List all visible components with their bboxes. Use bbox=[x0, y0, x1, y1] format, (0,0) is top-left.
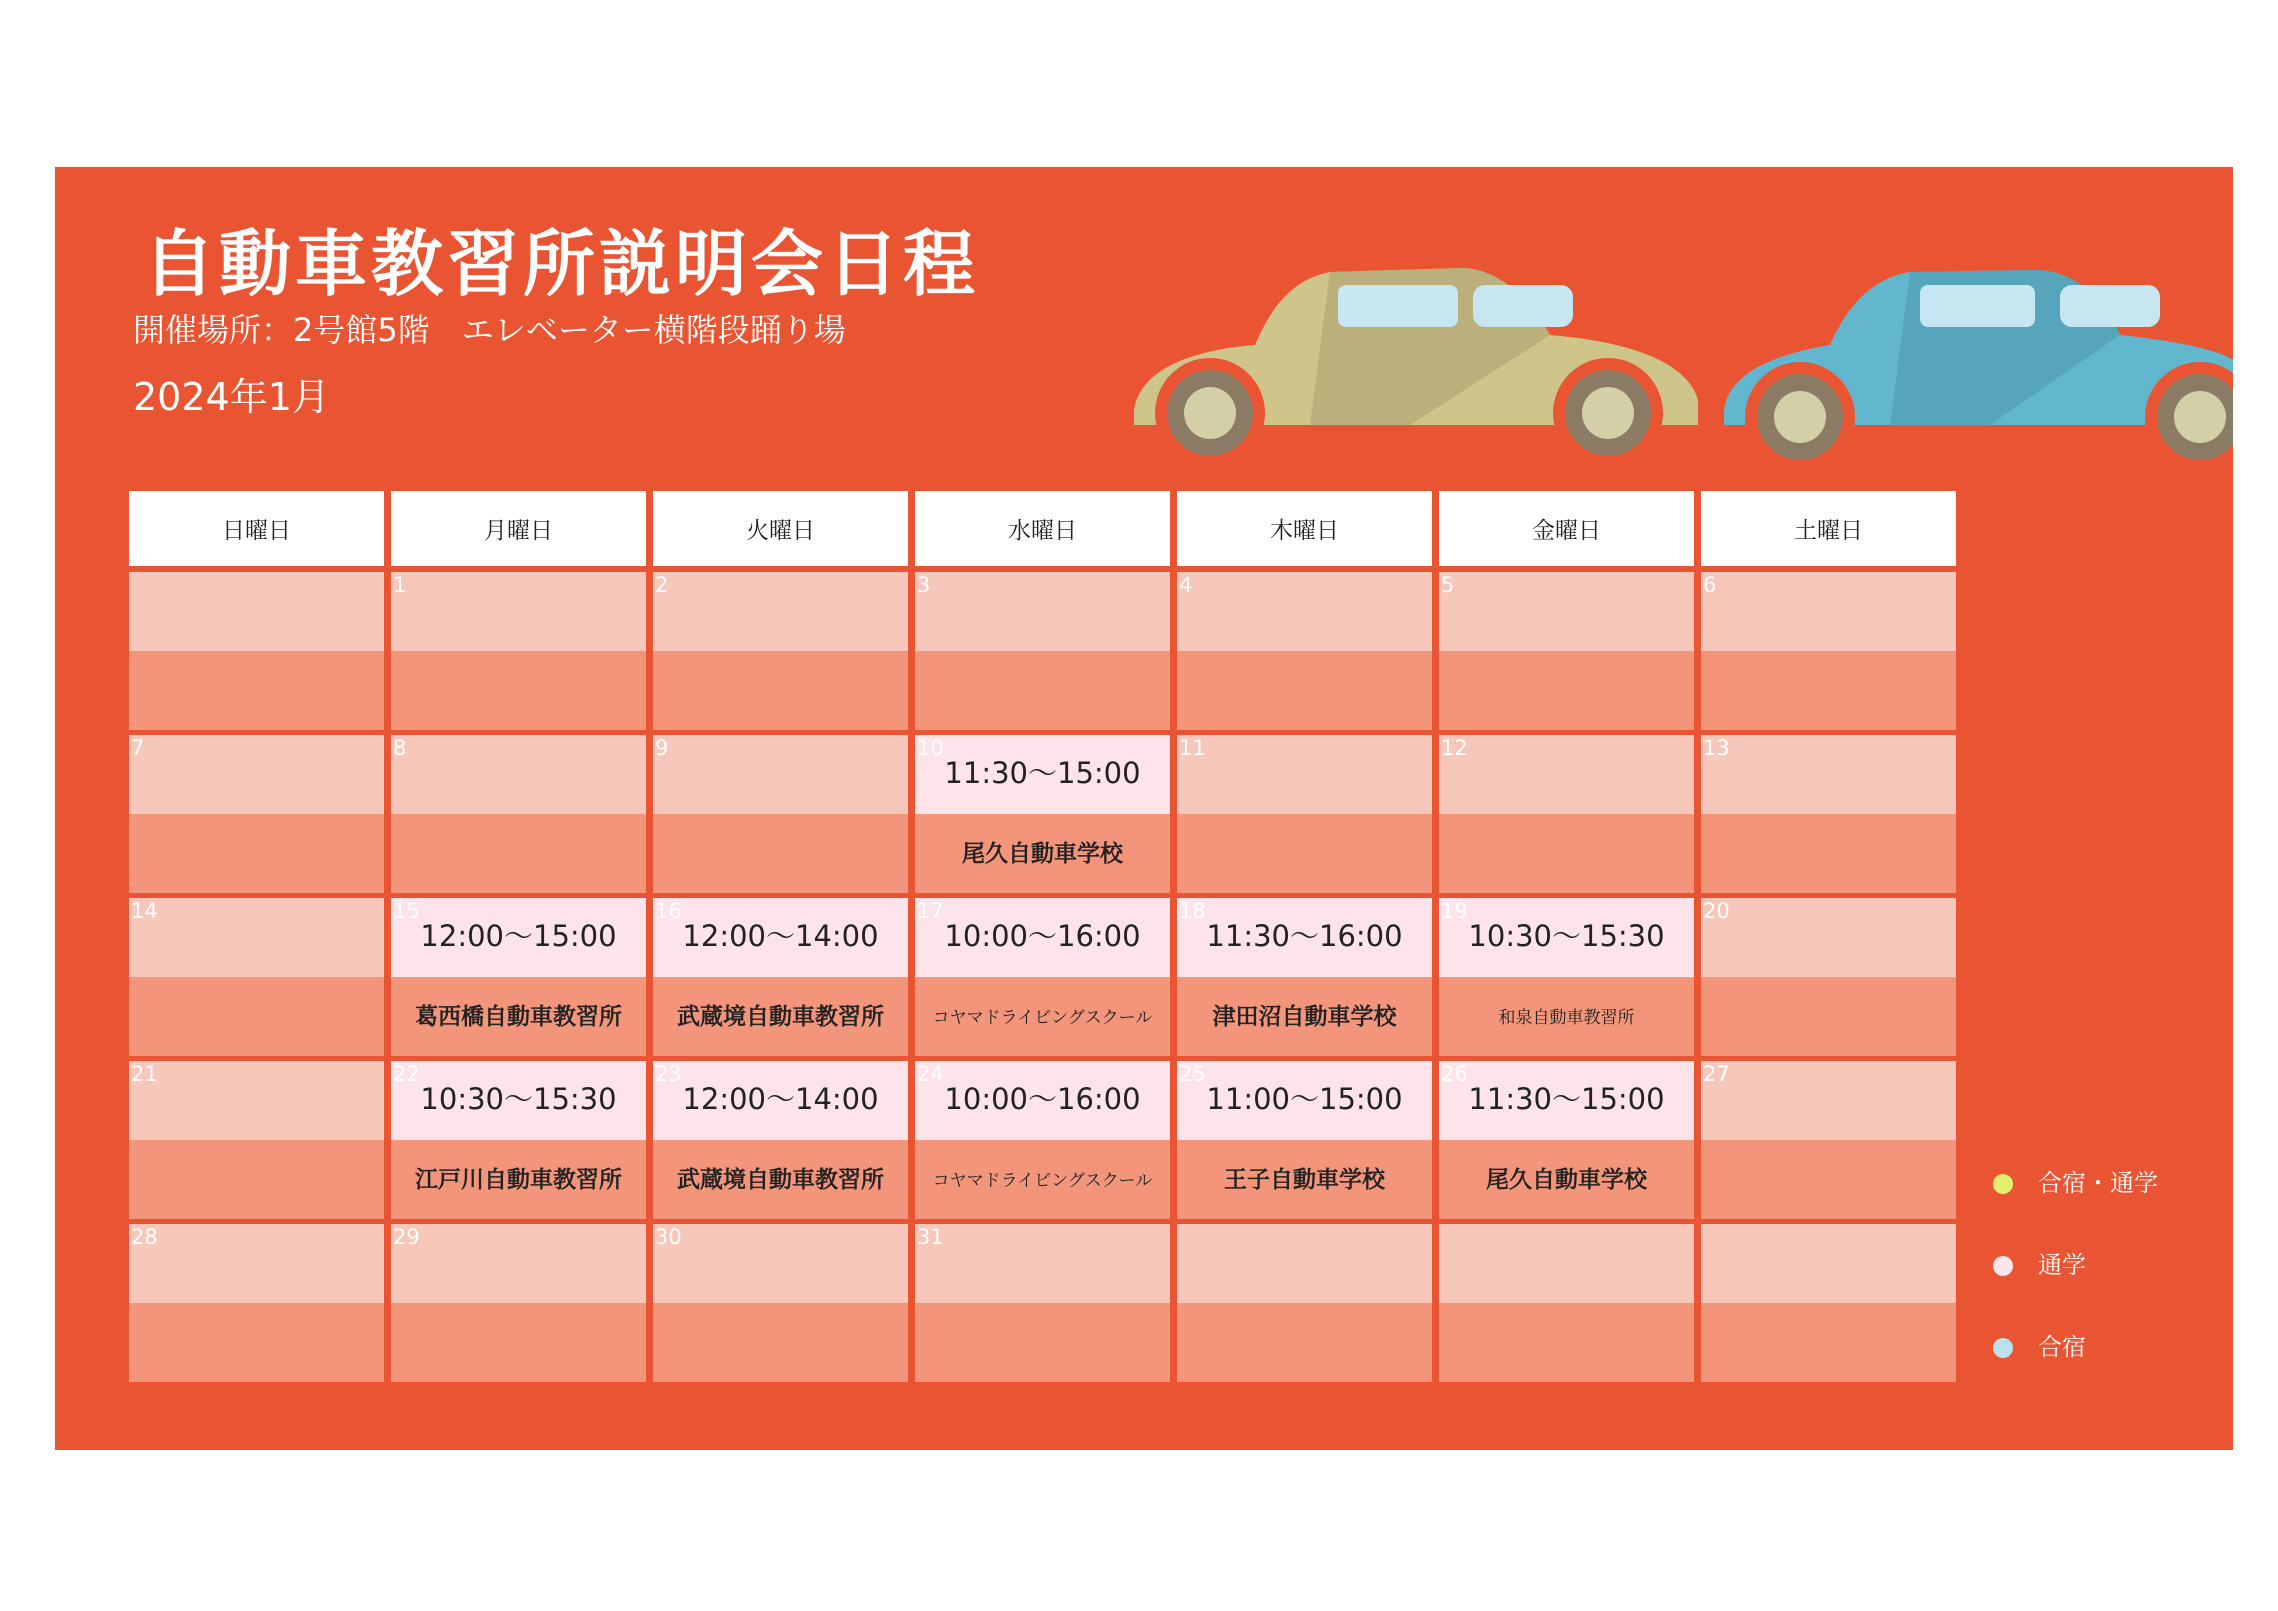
cell-bottom bbox=[1439, 814, 1694, 893]
day-number: 8 bbox=[393, 736, 407, 760]
event-time: 12:00〜14:00 bbox=[682, 1082, 879, 1116]
cell-top bbox=[1177, 735, 1432, 814]
calendar-day-cell[interactable] bbox=[1177, 735, 1432, 893]
school-name: コヤマドライビングスクール bbox=[932, 1171, 1153, 1191]
school-name: 和泉自動車教習所 bbox=[1498, 1008, 1635, 1028]
event-time: 10:30〜15:30 bbox=[1468, 919, 1665, 953]
calendar-day-cell[interactable] bbox=[915, 1224, 1170, 1382]
day-number: 9 bbox=[655, 736, 669, 760]
cell-bottom bbox=[1701, 1140, 1956, 1219]
weekday-header: 水曜日 bbox=[915, 491, 1170, 566]
day-number: 12 bbox=[1441, 736, 1468, 760]
legend-dot-icon bbox=[1993, 1338, 2013, 1358]
school-name: 武蔵境自動車教習所 bbox=[677, 1004, 884, 1030]
day-number: 15 bbox=[393, 899, 420, 923]
cell-bottom bbox=[1177, 651, 1432, 730]
day-number: 30 bbox=[655, 1225, 682, 1249]
calendar-day-cell[interactable] bbox=[653, 572, 908, 730]
weekday-header: 木曜日 bbox=[1177, 491, 1432, 566]
cell-top bbox=[129, 898, 384, 977]
cell-bottom bbox=[391, 651, 646, 730]
day-number: 18 bbox=[1179, 899, 1206, 923]
calendar-day-cell[interactable] bbox=[1701, 1061, 1956, 1219]
event-time: 11:30〜15:00 bbox=[944, 756, 1141, 790]
cell-top bbox=[391, 735, 646, 814]
day-number: 5 bbox=[1441, 573, 1455, 597]
day-number: 13 bbox=[1703, 736, 1730, 760]
school-name: コヤマドライビングスクール bbox=[932, 1008, 1153, 1028]
calendar-day-cell[interactable] bbox=[1177, 1224, 1432, 1382]
cell-bottom bbox=[1701, 814, 1956, 893]
day-number: 22 bbox=[393, 1062, 420, 1086]
month-label: 2024年1月 bbox=[133, 375, 330, 419]
cell-bottom bbox=[915, 1303, 1170, 1382]
calendar-day-cell[interactable] bbox=[129, 898, 384, 1056]
cell-bottom bbox=[1439, 1303, 1694, 1382]
day-number: 16 bbox=[655, 899, 682, 923]
legend-dot-icon bbox=[1993, 1256, 2013, 1276]
weekday-header: 土曜日 bbox=[1701, 491, 1956, 566]
day-number: 4 bbox=[1179, 573, 1193, 597]
calendar-day-cell[interactable] bbox=[1177, 1061, 1432, 1219]
cell-bottom bbox=[1701, 1303, 1956, 1382]
school-name: 尾久自動車学校 bbox=[962, 841, 1123, 867]
school-name: 津田沼自動車学校 bbox=[1212, 1004, 1397, 1030]
weekday-header: 金曜日 bbox=[1439, 491, 1694, 566]
day-number: 29 bbox=[393, 1225, 420, 1249]
calendar-day-cell[interactable] bbox=[1701, 1224, 1956, 1382]
calendar-day-cell[interactable] bbox=[1177, 572, 1432, 730]
calendar-day-cell[interactable] bbox=[653, 898, 908, 1056]
calendar-day-cell[interactable] bbox=[653, 1224, 908, 1382]
cell-top bbox=[129, 1224, 384, 1303]
legend-label: 合宿・通学 bbox=[2038, 1169, 2158, 1197]
day-number: 21 bbox=[131, 1062, 158, 1086]
cell-top bbox=[915, 1224, 1170, 1303]
school-name: 武蔵境自動車教習所 bbox=[677, 1167, 884, 1193]
day-number: 27 bbox=[1703, 1062, 1730, 1086]
calendar-day-cell[interactable] bbox=[1439, 1224, 1694, 1382]
day-number: 20 bbox=[1703, 899, 1730, 923]
page-title: 自動車教習所説明会日程 bbox=[143, 222, 980, 306]
cell-top bbox=[653, 735, 908, 814]
cell-bottom bbox=[129, 1140, 384, 1219]
cell-bottom bbox=[653, 651, 908, 730]
calendar-day-cell[interactable] bbox=[915, 572, 1170, 730]
school-name: 葛西橋自動車教習所 bbox=[415, 1004, 622, 1030]
cell-top bbox=[1439, 1224, 1694, 1303]
legend-label: 通学 bbox=[2038, 1251, 2086, 1279]
calendar-day-cell[interactable] bbox=[391, 1061, 646, 1219]
cell-top bbox=[1701, 572, 1956, 651]
weekday-header: 月曜日 bbox=[391, 491, 646, 566]
cell-top bbox=[391, 572, 646, 651]
cell-top bbox=[1701, 1061, 1956, 1140]
day-number: 31 bbox=[917, 1225, 944, 1249]
cell-top bbox=[653, 1224, 908, 1303]
cell-top bbox=[391, 1224, 646, 1303]
blue-car-icon bbox=[1724, 270, 2233, 472]
day-number: 23 bbox=[655, 1062, 682, 1086]
legend-dot-icon bbox=[1993, 1174, 2013, 1194]
legend-label: 合宿 bbox=[2038, 1333, 2086, 1361]
cell-bottom bbox=[915, 651, 1170, 730]
cell-bottom bbox=[653, 814, 908, 893]
calendar-day-cell[interactable] bbox=[129, 572, 384, 730]
calendar-day-cell[interactable] bbox=[1439, 572, 1694, 730]
calendar-day-cell[interactable] bbox=[1177, 898, 1432, 1056]
calendar-day-cell[interactable] bbox=[1439, 1061, 1694, 1219]
cell-top bbox=[129, 735, 384, 814]
event-time: 12:00〜14:00 bbox=[682, 919, 879, 953]
cell-bottom bbox=[653, 1303, 908, 1382]
cell-bottom bbox=[1177, 814, 1432, 893]
cell-top bbox=[1701, 735, 1956, 814]
calendar-day-cell[interactable] bbox=[653, 1061, 908, 1219]
day-number: 7 bbox=[131, 736, 145, 760]
cell-bottom bbox=[129, 1303, 384, 1382]
cell-bottom bbox=[1439, 651, 1694, 730]
calendar-day-cell[interactable] bbox=[391, 735, 646, 893]
day-number: 11 bbox=[1179, 736, 1206, 760]
day-number: 1 bbox=[393, 573, 407, 597]
event-time: 11:30〜15:00 bbox=[1468, 1082, 1665, 1116]
cell-bottom bbox=[1701, 977, 1956, 1056]
calendar-day-cell[interactable] bbox=[391, 898, 646, 1056]
calendar-day-cell[interactable] bbox=[1439, 898, 1694, 1056]
venue-text: 開催場所：2号館5階 エレベーター横階段踊り場 bbox=[133, 311, 846, 349]
cell-bottom bbox=[129, 651, 384, 730]
weekday-header: 火曜日 bbox=[653, 491, 908, 566]
cell-bottom bbox=[1177, 1303, 1432, 1382]
day-number: 25 bbox=[1179, 1062, 1206, 1086]
calendar-day-cell[interactable] bbox=[1439, 735, 1694, 893]
cell-top bbox=[129, 1061, 384, 1140]
calendar-day-cell[interactable] bbox=[653, 735, 908, 893]
day-number: 17 bbox=[917, 899, 944, 923]
day-number: 26 bbox=[1441, 1062, 1468, 1086]
beige-car-icon bbox=[1134, 268, 1698, 468]
cell-top bbox=[1439, 572, 1694, 651]
cell-top bbox=[1177, 1224, 1432, 1303]
event-time: 10:30〜15:30 bbox=[420, 1082, 617, 1116]
calendar-day-cell[interactable] bbox=[129, 1224, 384, 1382]
event-time: 11:30〜16:00 bbox=[1206, 919, 1403, 953]
calendar-day-cell[interactable] bbox=[915, 1061, 1170, 1219]
calendar-day-cell[interactable] bbox=[1701, 572, 1956, 730]
cell-top bbox=[1177, 572, 1432, 651]
cell-top bbox=[915, 572, 1170, 651]
day-number: 24 bbox=[917, 1062, 944, 1086]
event-time: 12:00〜15:00 bbox=[420, 919, 617, 953]
cell-top bbox=[1439, 735, 1694, 814]
weekday-header: 日曜日 bbox=[129, 491, 384, 566]
calendar-day-cell[interactable] bbox=[1701, 898, 1956, 1056]
calendar-day-cell[interactable] bbox=[129, 735, 384, 893]
event-time: 11:00〜15:00 bbox=[1206, 1082, 1403, 1116]
cell-top bbox=[1701, 898, 1956, 977]
cell-top bbox=[653, 572, 908, 651]
school-name: 王子自動車学校 bbox=[1224, 1167, 1385, 1193]
day-number: 14 bbox=[131, 899, 158, 923]
cars-illustration bbox=[1130, 250, 2233, 480]
calendar-day-cell[interactable] bbox=[391, 1224, 646, 1382]
day-number: 3 bbox=[917, 573, 931, 597]
cell-top bbox=[1701, 1224, 1956, 1303]
day-number: 28 bbox=[131, 1225, 158, 1249]
cell-bottom bbox=[391, 1303, 646, 1382]
calendar-day-cell[interactable] bbox=[915, 735, 1170, 893]
cell-top bbox=[129, 572, 384, 651]
cell-bottom bbox=[391, 814, 646, 893]
calendar-day-cell[interactable] bbox=[129, 1061, 384, 1219]
day-number: 10 bbox=[917, 736, 944, 760]
calendar-day-cell[interactable] bbox=[915, 898, 1170, 1056]
calendar-day-cell[interactable] bbox=[391, 572, 646, 730]
school-name: 江戸川自動車教習所 bbox=[415, 1167, 622, 1193]
cell-bottom bbox=[129, 814, 384, 893]
school-name: 尾久自動車学校 bbox=[1486, 1167, 1647, 1193]
day-number: 2 bbox=[655, 573, 669, 597]
calendar-day-cell[interactable] bbox=[1701, 735, 1956, 893]
event-time: 10:00〜16:00 bbox=[944, 1082, 1141, 1116]
day-number: 6 bbox=[1703, 573, 1717, 597]
event-time: 10:00〜16:00 bbox=[944, 919, 1141, 953]
day-number: 19 bbox=[1441, 899, 1468, 923]
cell-bottom bbox=[129, 977, 384, 1056]
cell-bottom bbox=[1701, 651, 1956, 730]
